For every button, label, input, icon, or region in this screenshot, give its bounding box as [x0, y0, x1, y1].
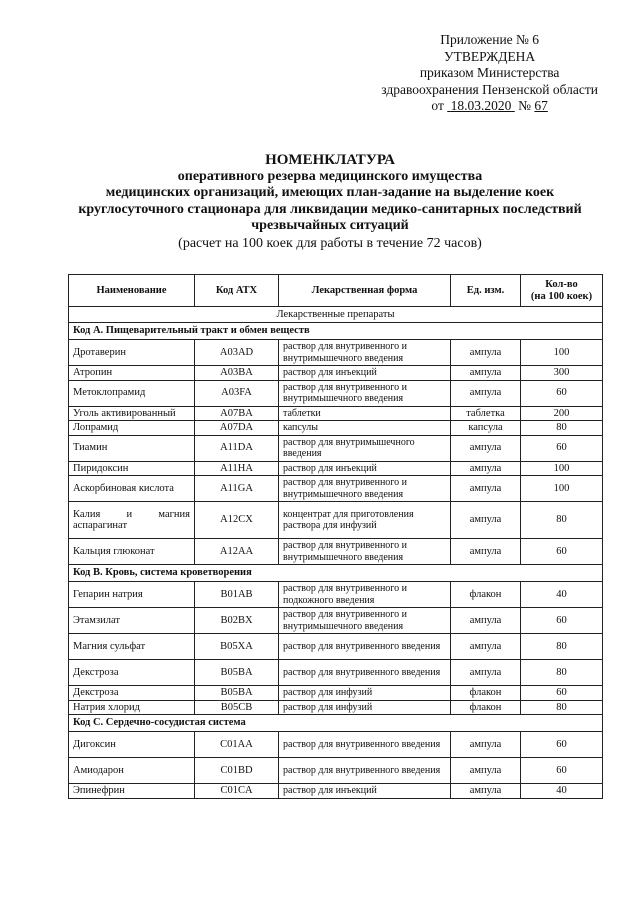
- table-row: [69, 660, 603, 686]
- drug-name-cell: Уголь активированный: [69, 406, 195, 421]
- drug-name-cell: Пиридоксин: [69, 461, 195, 476]
- title-line-5: чрезвычайных ситуаций: [251, 218, 409, 233]
- quantity-cell: 80: [521, 502, 603, 539]
- header-form: Лекарственная форма: [279, 275, 451, 307]
- quantity-cell: 80: [521, 660, 603, 686]
- table-row: [69, 686, 603, 701]
- drug-name-cell: Лопрамид: [69, 421, 195, 436]
- atc-code-cell: B05CB: [195, 700, 279, 715]
- drug-name-cell: Кальция глюконат: [69, 539, 195, 565]
- dosage-form-cell: раствор для внутривенного и внутримышечного введения: [279, 380, 451, 406]
- unit-cell: ампула: [451, 758, 521, 784]
- drug-name-cell: Дигоксин: [69, 732, 195, 758]
- table-row: [69, 634, 603, 660]
- nomenclature-table: [68, 274, 603, 799]
- title-subtitle: (расчет на 100 коек для работы в течение 72 часов): [178, 235, 482, 251]
- atc-code-cell: A11HA: [195, 461, 279, 476]
- table-row: [69, 421, 603, 436]
- from-label: от: [431, 98, 444, 113]
- unit-cell: флакон: [451, 582, 521, 608]
- drug-name-cell: Атропин: [69, 366, 195, 381]
- title-line-2: оперативного резерва медицинского имущества: [177, 168, 483, 184]
- table-row: [69, 732, 603, 758]
- quantity-cell: 80: [521, 634, 603, 660]
- quantity-cell: 40: [521, 582, 603, 608]
- unit-cell: ампула: [451, 340, 521, 366]
- document-title: [50, 152, 610, 252]
- unit-cell: ампула: [451, 660, 521, 686]
- dosage-form-cell: раствор для внутривенного и внутримышечного введения: [279, 539, 451, 565]
- drug-name-cell: Дротаверин: [69, 340, 195, 366]
- atc-code-cell: C01AA: [195, 732, 279, 758]
- order-number: 67: [534, 98, 548, 113]
- atc-code-cell: A11DA: [195, 435, 279, 461]
- approved-label: УТВЕРЖДЕНА: [444, 48, 536, 64]
- table-row: [69, 784, 603, 799]
- group-label: Код С. Сердечно-сосудистая система: [69, 715, 603, 732]
- group-row: [69, 565, 603, 582]
- unit-cell: флакон: [451, 686, 521, 701]
- drug-name-cell: Декстроза: [69, 660, 195, 686]
- header-code: Код АТХ: [195, 275, 279, 307]
- unit-cell: ампула: [451, 461, 521, 476]
- order-date-line: [381, 98, 598, 115]
- drug-name-cell: Этамзилат: [69, 608, 195, 634]
- drug-name-cell: Калия и магния аспарагинат: [69, 502, 195, 539]
- atc-code-cell: A03AD: [195, 340, 279, 366]
- dosage-form-cell: раствор для инфузий: [279, 686, 451, 701]
- unit-cell: ампула: [451, 634, 521, 660]
- quantity-cell: 60: [521, 608, 603, 634]
- atc-code-cell: A07DA: [195, 421, 279, 436]
- drug-name-cell: Эпинефрин: [69, 784, 195, 799]
- dosage-form-cell: капсулы: [279, 421, 451, 436]
- section-row: [69, 307, 603, 323]
- atc-code-cell: C01BD: [195, 758, 279, 784]
- table-body: [69, 307, 603, 799]
- number-label: №: [518, 98, 531, 113]
- quantity-cell: 100: [521, 340, 603, 366]
- atc-code-cell: A12AA: [195, 539, 279, 565]
- header-name: Наименование: [69, 275, 195, 307]
- quantity-cell: 100: [521, 476, 603, 502]
- unit-cell: ампула: [451, 380, 521, 406]
- dosage-form-cell: концентрат для приготовления раствора для инфузий: [279, 502, 451, 539]
- table-row: [69, 340, 603, 366]
- atc-code-cell: A11GA: [195, 476, 279, 502]
- table-row: [69, 539, 603, 565]
- quantity-cell: 300: [521, 366, 603, 381]
- unit-cell: капсула: [451, 421, 521, 436]
- quantity-cell: 60: [521, 539, 603, 565]
- title-line-3: медицинских организаций, имеющих план-задание на выделение коек: [105, 185, 555, 200]
- dosage-form-cell: раствор для инъекций: [279, 461, 451, 476]
- unit-cell: ампула: [451, 502, 521, 539]
- appendix-label: Приложение № 6: [440, 32, 540, 47]
- table-row: [69, 608, 603, 634]
- group-label: Код А. Пищеварительный тракт и обмен веществ: [69, 323, 603, 340]
- dosage-form-cell: раствор для внутривенного и внутримышечного введения: [279, 608, 451, 634]
- dosage-form-cell: раствор для инъекций: [279, 366, 451, 381]
- unit-cell: ампула: [451, 476, 521, 502]
- atc-code-cell: C01CA: [195, 784, 279, 799]
- atc-code-cell: A12CX: [195, 502, 279, 539]
- drug-name-cell: Метоклопрамид: [69, 380, 195, 406]
- quantity-cell: 80: [521, 421, 603, 436]
- quantity-cell: 60: [521, 380, 603, 406]
- quantity-cell: 40: [521, 784, 603, 799]
- table-row: [69, 582, 603, 608]
- dosage-form-cell: раствор для инфузий: [279, 700, 451, 715]
- dosage-form-cell: раствор для внутривенного введения: [279, 758, 451, 784]
- dosage-form-cell: таблетки: [279, 406, 451, 421]
- table-row: [69, 406, 603, 421]
- header-qty: Кол-во (на 100 коек): [521, 275, 603, 307]
- group-row: [69, 715, 603, 732]
- quantity-cell: 80: [521, 700, 603, 715]
- dosage-form-cell: раствор для внутривенного и подкожного введения: [279, 582, 451, 608]
- title-line-4: круглосуточного стационара для ликвидации медико-санитарных последствий: [78, 201, 582, 217]
- table-header-row: [69, 275, 603, 307]
- atc-code-cell: B05XA: [195, 634, 279, 660]
- table-row: [69, 476, 603, 502]
- drug-name-cell: Декстроза: [69, 686, 195, 701]
- table-row: [69, 461, 603, 476]
- dosage-form-cell: раствор для внутривенного и внутримышечного введения: [279, 476, 451, 502]
- table-row: [69, 435, 603, 461]
- unit-cell: таблетка: [451, 406, 521, 421]
- unit-cell: ампула: [451, 732, 521, 758]
- quantity-cell: 100: [521, 461, 603, 476]
- group-label: Код В. Кровь, система кроветворения: [69, 565, 603, 582]
- unit-cell: ампула: [451, 784, 521, 799]
- table-row: [69, 380, 603, 406]
- atc-code-cell: B02BX: [195, 608, 279, 634]
- drug-name-cell: Аскорбиновая кислота: [69, 476, 195, 502]
- order-label: приказом Министерства: [419, 65, 560, 80]
- drug-name-cell: Натрия хлорид: [69, 700, 195, 715]
- approval-block: [381, 32, 598, 115]
- atc-code-cell: B05BA: [195, 686, 279, 701]
- quantity-cell: 60: [521, 732, 603, 758]
- quantity-cell: 60: [521, 686, 603, 701]
- unit-cell: ампула: [451, 539, 521, 565]
- quantity-cell: 200: [521, 406, 603, 421]
- quantity-cell: 60: [521, 435, 603, 461]
- atc-code-cell: B01AB: [195, 582, 279, 608]
- dosage-form-cell: раствор для внутривенного введения: [279, 660, 451, 686]
- drug-name-cell: Тиамин: [69, 435, 195, 461]
- dosage-form-cell: раствор для внутривенного введения: [279, 634, 451, 660]
- atc-code-cell: B05BA: [195, 660, 279, 686]
- ministry-label: здравоохранения Пензенской области: [381, 81, 598, 97]
- drug-name-cell: Гепарин натрия: [69, 582, 195, 608]
- quantity-cell: 60: [521, 758, 603, 784]
- drug-name-cell: Магния сульфат: [69, 634, 195, 660]
- table-row: [69, 366, 603, 381]
- drug-name-cell: Амиодарон: [69, 758, 195, 784]
- dosage-form-cell: раствор для внутривенного и внутримышечного введения: [279, 340, 451, 366]
- table-row: [69, 758, 603, 784]
- atc-code-cell: A03BA: [195, 366, 279, 381]
- group-row: [69, 323, 603, 340]
- unit-cell: ампула: [451, 608, 521, 634]
- table-row: [69, 502, 603, 539]
- dosage-form-cell: раствор для инъекций: [279, 784, 451, 799]
- unit-cell: ампула: [451, 366, 521, 381]
- unit-cell: флакон: [451, 700, 521, 715]
- title-main: НОМЕНКЛАТУРА: [265, 152, 395, 168]
- atc-code-cell: A07BA: [195, 406, 279, 421]
- dosage-form-cell: раствор для внутривенного введения: [279, 732, 451, 758]
- order-date: 18.03.2020: [450, 98, 512, 113]
- table-row: [69, 700, 603, 715]
- header-unit: Ед. изм.: [451, 275, 521, 307]
- unit-cell: ампула: [451, 435, 521, 461]
- section-label: Лекарственные препараты: [69, 307, 603, 323]
- atc-code-cell: A03FA: [195, 380, 279, 406]
- dosage-form-cell: раствор для внутримышечного введения: [279, 435, 451, 461]
